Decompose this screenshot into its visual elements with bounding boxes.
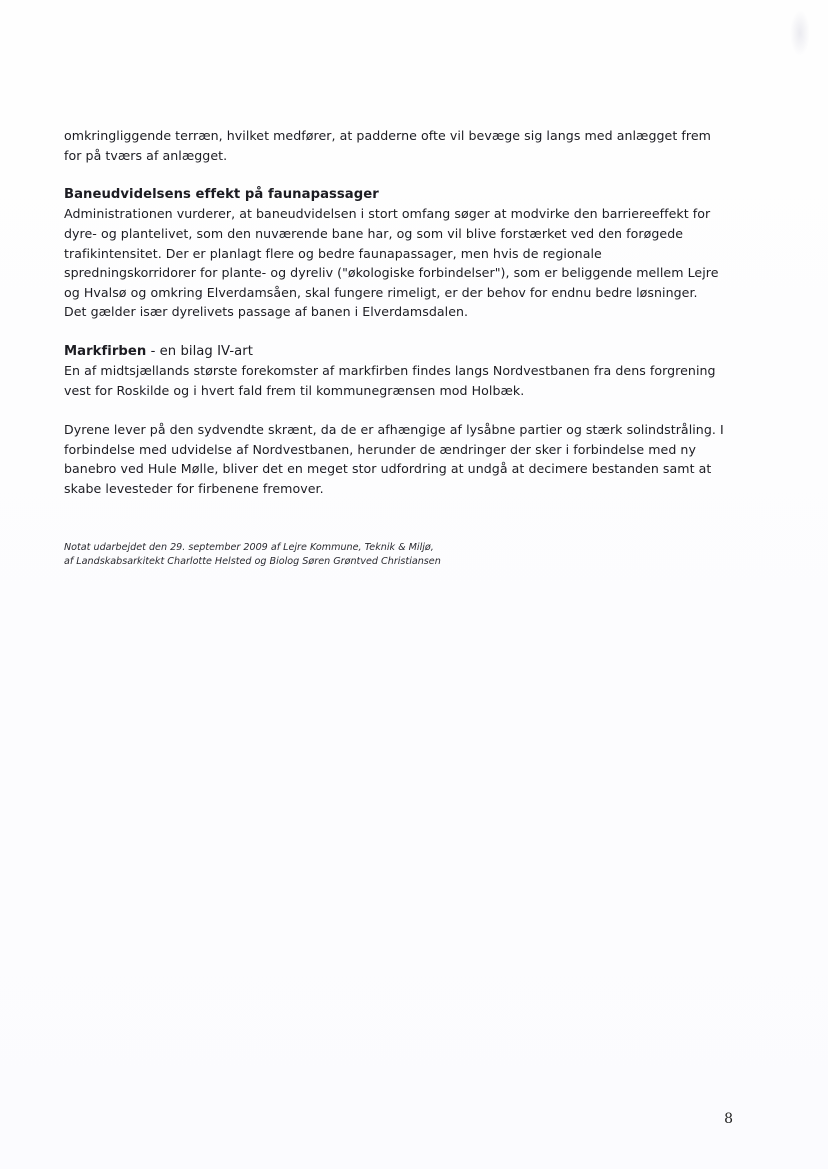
document-body [64, 126, 724, 498]
paragraph-gap [64, 165, 724, 185]
section-body-markfirben: En af midtsjællands største forekomster af markfirben findes langs Nordvestbanen fra dens forgrening vest for Roskilde og i hvert fald frem til kommunegrænsen mod Holbæk. [64, 363, 716, 398]
scan-artifact [790, 10, 810, 56]
section-heading-markfirben [64, 342, 724, 362]
heading-subtitle: - en bilag IV-art [146, 343, 253, 359]
section-heading-faunapassager: Baneudvidelsens effekt på faunapassager [64, 186, 379, 202]
paragraph-gap [64, 322, 724, 342]
heading-title: Markfirben [64, 343, 147, 359]
page-number: 8 [724, 1111, 733, 1127]
paragraph-gap [64, 400, 724, 420]
intro-paragraph: omkringliggende terræn, hvilket medfører, at padderne ofte vil bevæge sig langs med anlægget frem for på tværs af anlægget. [64, 128, 711, 163]
author-note-line-2: af Landskabsarkitekt Charlotte Helsted og Biolog Søren Grøntved Christiansen [64, 556, 441, 567]
section-body-markfirben-2: Dyrene lever på den sydvendte skrænt, da de er afhængige af lysåbne partier og stærk solindstråling. I forbindelse med udvidelse af Nordvestbanen, herunder de ændringer der sker i forbindelse med ny banebro ved Hule Mølle, bliver det en meget stor udfordring at undgå at decimere bestanden samt at skabe levesteder for firbenene fremover. [64, 421, 724, 496]
author-note-line-1: Notat udarbejdet den 29. september 2009 af Lejre Kommune, Teknik & Miljø, [64, 542, 434, 553]
author-note [64, 541, 441, 569]
section-body-faunapassager: Administrationen vurderer, at baneudvidelsen i stort omfang søger at modvirke den barriereeffekt for dyre- og plantelivet, som den nuværende bane har, og som vil blive forstærket ved den forøgede trafikintensitet. Der er planlagt flere og bedre faunapassager, men hvis de regionale spredningskorridorer for plante- og dyreliv ("økologiske forbindelser"), som er beliggende mellem Lejre og Hvalsø og omkring Elverdamsåen, skal fungere rimeligt, er der behov for endnu bedre løsninger. Det gælder især dyrelivets passage af banen i Elverdamsdalen. [64, 206, 719, 320]
